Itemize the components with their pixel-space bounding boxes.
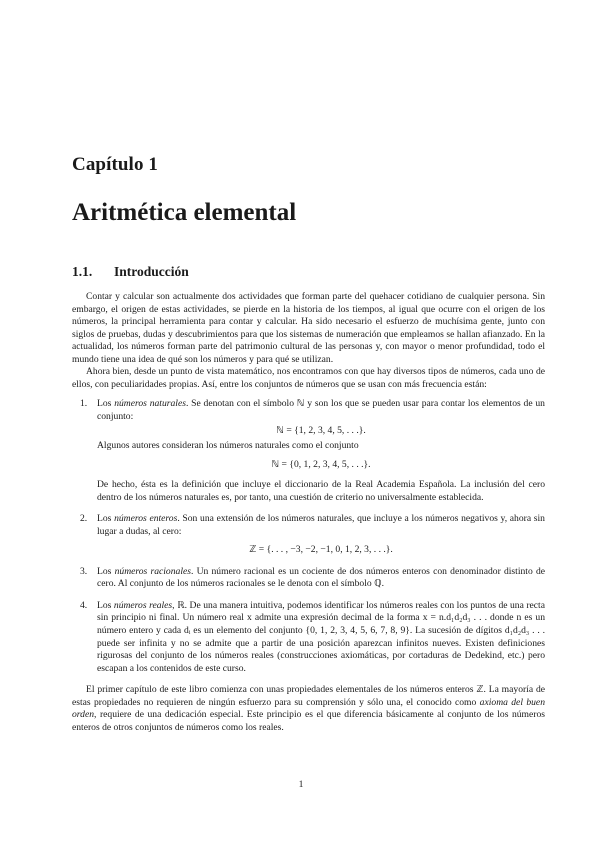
term-reals: números reales <box>113 599 173 611</box>
list-marker: 1. <box>80 398 88 410</box>
list-marker: 4. <box>80 599 88 611</box>
list-marker: 2. <box>80 513 88 525</box>
section-title: Introducción <box>114 264 189 279</box>
chapter-title: Aritmética elemental <box>72 199 297 226</box>
paragraph-2: Ahora bien, desde un punto de vista matemático, nos encontramos con que hay diversos tipos de números, cada uno de ellos, con peculiaridades propias. Así, entre los conjuntos de números que se usan con más frecuencia están: <box>72 366 545 390</box>
section-number: 1.1. <box>72 264 93 279</box>
term-rationals: números racionales <box>114 565 191 577</box>
list-item-text: Los números naturales. Se denotan con el símbolo ℕ y son los que se pueden usar para contar los elementos de un conjunto: <box>97 398 545 422</box>
list-item <box>72 566 545 591</box>
number-sets-list <box>72 398 545 675</box>
list-item-subtext: Algunos autores consideran los números naturales como el conjunto <box>97 440 359 452</box>
list-item <box>72 398 545 504</box>
list-item-text: Los números reales, ℝ. De una manera intuitiva, podemos identificar los números reales con los puntos de una recta sin principio ni final. Un número real x admite una expresión decimal de la forma x = n.d₁d₂d₃ . . . donde n es un número entero y cada dᵢ es un elemento del conjunto {0, 1, 2, 3, 4, 5, 6, 7, 8, 9}. La sucesión de dígitos d₁d₂d₃ . . . puede ser infinita y no se admite que a partir de una posición aparezcan infinitos nueves. Existen definiciones rigurosas del conjunto de los números reales (construcciones axiomáticas, por cortaduras de Dedekind, etc.) pero escapan a los contenidos de este curso. <box>97 599 545 674</box>
list-item-text: Los números racionales. Un número racional es un cociente de dos números enteros con denominador distinto de cero. Al conjunto de los números racionales se le denota con el símbolo ℚ. <box>97 565 545 590</box>
page-number: 1 <box>298 779 304 790</box>
list-marker: 3. <box>80 565 88 577</box>
equation-naturals: ℕ = {1, 2, 3, 4, 5, . . .}. <box>276 425 366 437</box>
section-heading <box>72 264 189 280</box>
chapter-label: Capítulo 1 <box>72 154 158 175</box>
equation-naturals-zero: ℕ = {0, 1, 2, 3, 4, 5, . . .}. <box>271 458 371 470</box>
list-item <box>72 513 545 557</box>
body-text <box>72 291 545 734</box>
paragraph-1: Contar y calcular son actualmente dos actividades que forman parte del quehacer cotidiano de cualquier persona. Sin embargo, el origen de estas actividades, se pierde en la historia de los tiempos, al igual que ocurre con el origen de los números, la principal herramienta para contar y calcular. Ha sido necesario el esfuerzo de muchísima gente, junto con siglos de pruebas, dudas y descubrimientos para que los sistemas de numeración que empleamos se hallan afianzado. En la actualidad, los números forman parte del patrimonio cultural de las personas y, con mayor o menor profundidad, todo el mundo tiene una idea de qué son los números y para qué se utilizan. <box>72 291 545 365</box>
list-item <box>72 600 545 675</box>
term-natural-numbers: números naturales <box>114 398 186 410</box>
list-item-subtext: De hecho, ésta es la definición que incluye el diccionario de la Real Academia Española. La inclusión del cero dentro de los números naturales es, por tanto, una cuestión de criterio no universalmente establecida. <box>97 479 545 503</box>
term-integers: números enteros <box>114 513 178 525</box>
equation-integers: ℤ = {. . . , −3, −2, −1, 0, 1, 2, 3, . . .}. <box>249 544 393 556</box>
closing-paragraph: El primer capítulo de este libro comienza con unas propiedades elementales de los números enteros ℤ. La mayoría de estas propiedades no requieren de ningún esfuerzo para su comprensión y sólo una, el conocido como axioma del buen orden, requiere de una dedicación especial. Este principio es el que diferencia básicamente al conjunto de los números enteros de otros conjuntos de números como los reales. <box>72 684 545 733</box>
list-item-text: Los números enteros. Son una extensión de los números naturales, que incluye a los números negativos y, ahora sin lugar a dudas, al cero: <box>97 513 545 537</box>
term-well-ordering: axioma del buen orden <box>72 696 545 721</box>
